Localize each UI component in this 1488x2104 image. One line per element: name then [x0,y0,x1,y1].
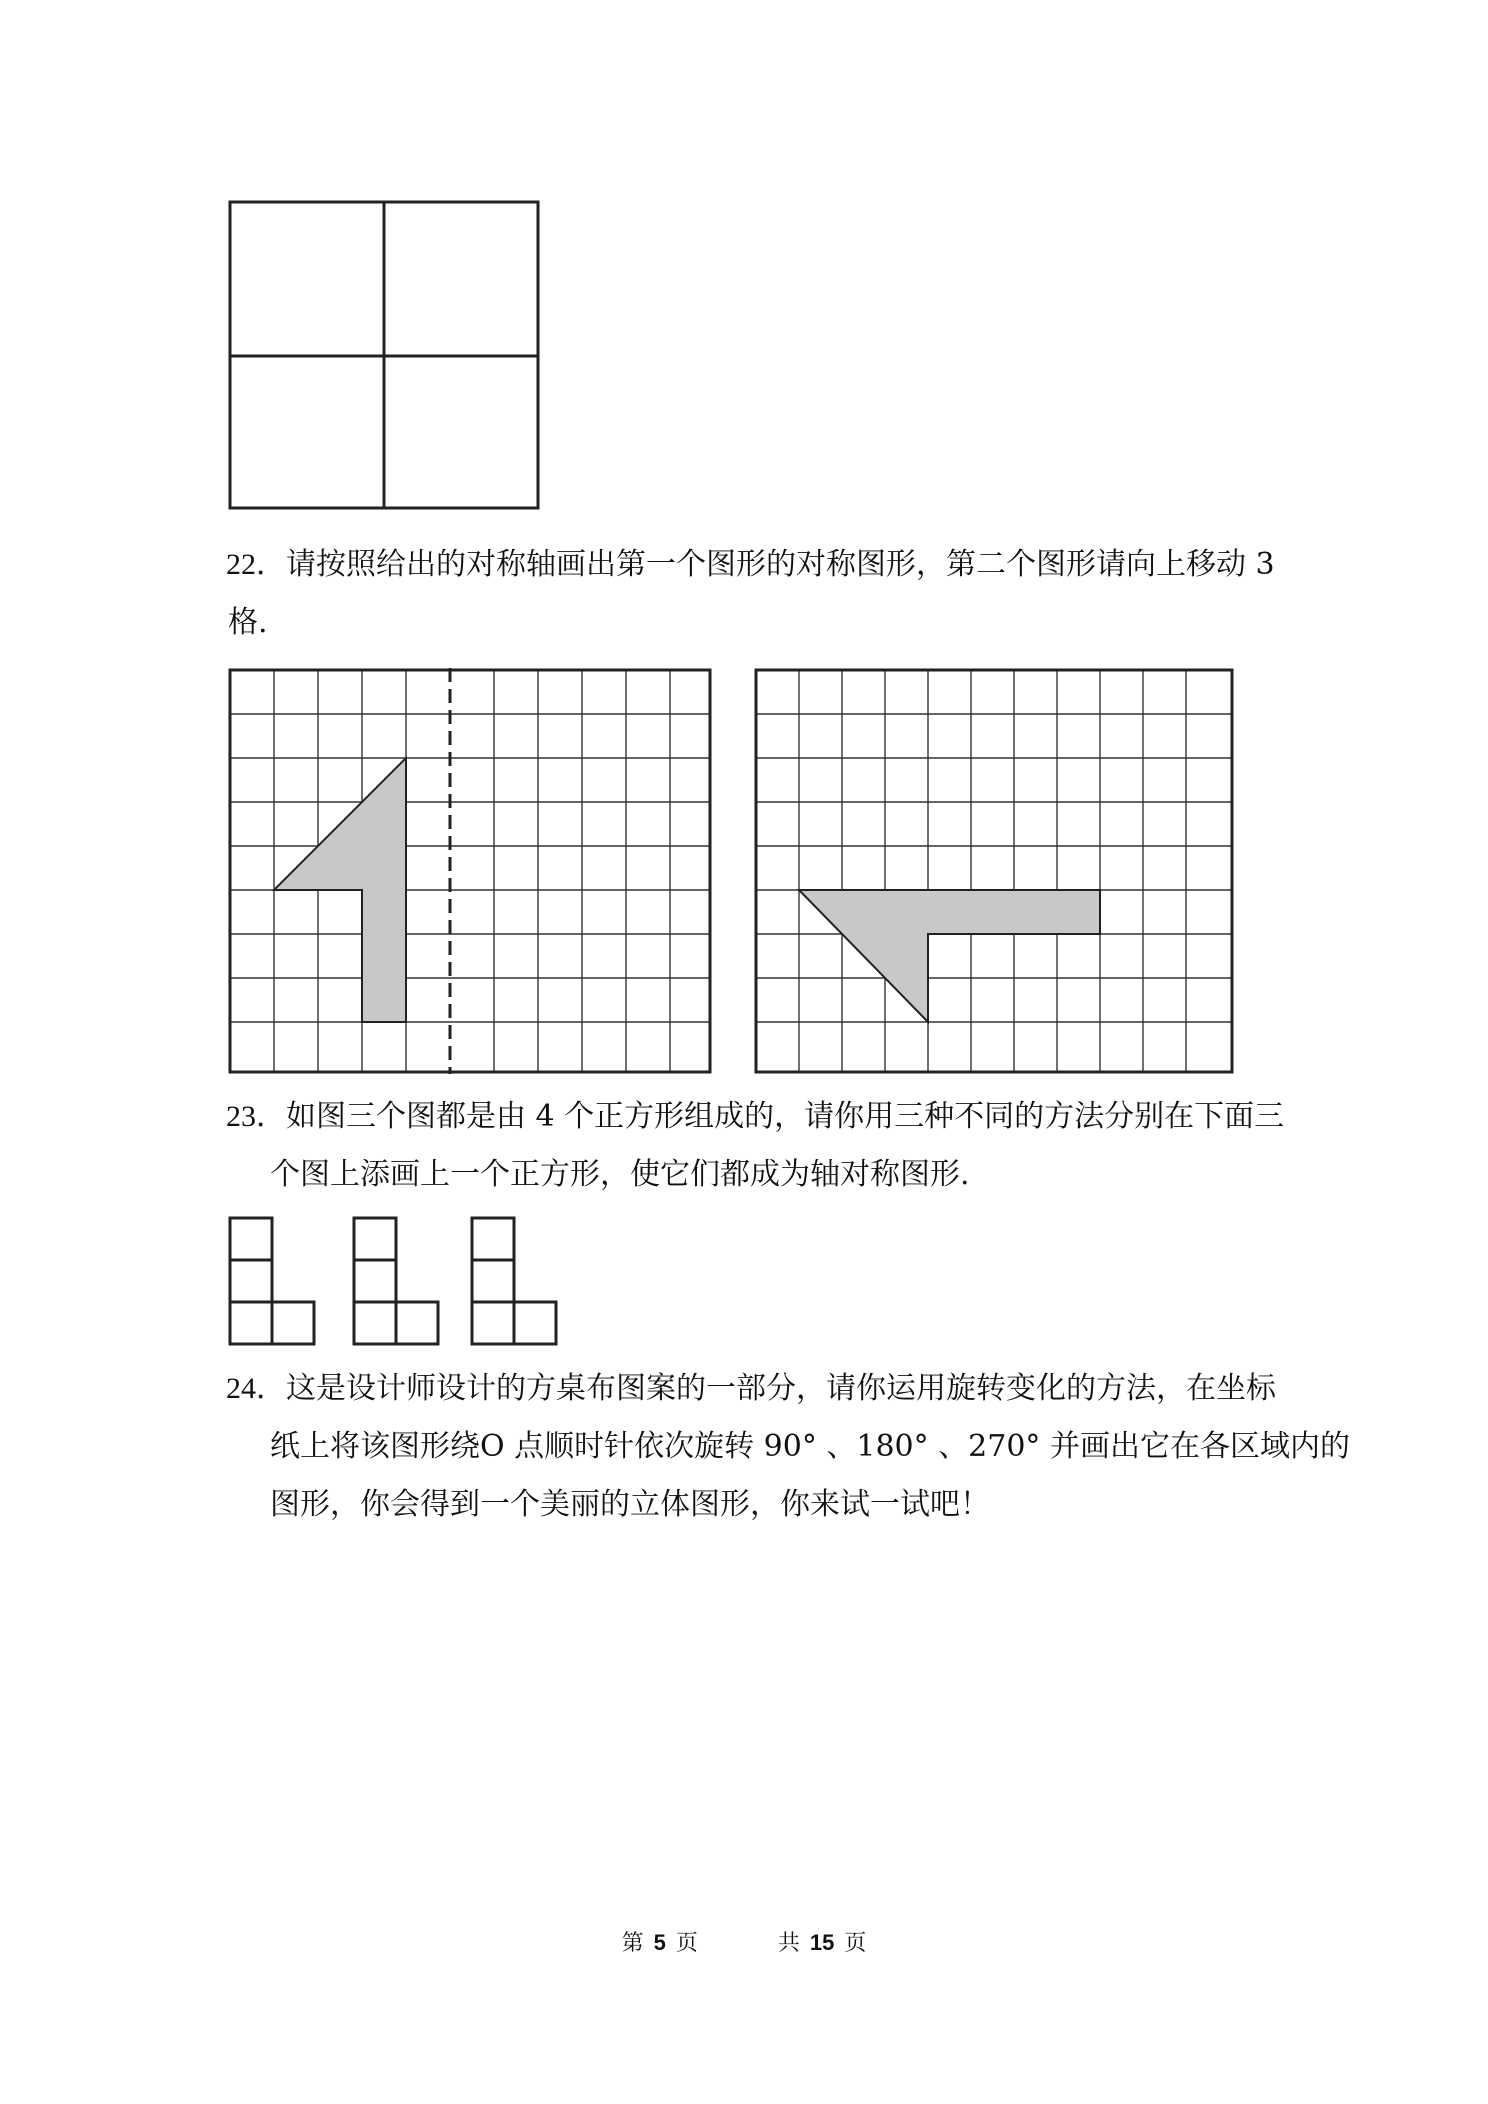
question-24-number: 24 [226,1372,256,1405]
footer-total-pre: 共 [777,1931,800,1956]
symmetry-shape [274,758,406,1022]
footer-page-post: 页 [675,1931,698,1956]
question-23-text [226,1088,1286,1146]
question-22-line2: 格. [228,605,268,640]
footer-total-number: 15 [809,1930,835,1955]
footer-page-pre: 第 [621,1931,644,1956]
question-23-line1: ．如图三个图都是由 4 个正方形组成的，请你用三种不同的方法分别在下面三 [256,1099,1285,1134]
translation-grid-figure [754,668,1234,1074]
question-23-line2: 个图上添画上一个正方形，使它们都成为轴对称图形. [270,1157,970,1192]
question-22-number: 22 [226,548,256,581]
question-24-line2: 纸上将该图形绕O 点顺时针依次旋转 90° 、180° 、270° 并画出它在各区域内的 [270,1429,1350,1464]
quad-square-figure [228,200,542,512]
l-shape-figure-1 [228,1216,318,1348]
footer-page-number: 5 [653,1930,666,1955]
l-shape-figure-3 [470,1216,560,1348]
question-23-number: 23 [226,1100,256,1133]
l-shape-figure-2 [352,1216,442,1348]
question-24-text [226,1360,1286,1418]
question-24-line1: ．这是设计师设计的方桌布图案的一部分，请你运用旋转变化的方法，在坐标 [256,1371,1276,1406]
translation-shape [799,890,1100,1022]
question-24-line3: 图形，你会得到一个美丽的立体图形，你来试一试吧！ [270,1487,990,1522]
question-22-line1: ．请按照给出的对称轴画出第一个图形的对称图形，第二个图形请向上移动 3 [256,547,1275,582]
question-22-text [226,536,1286,594]
page-footer [0,1926,1488,1957]
symmetry-grid-figure [228,668,712,1074]
footer-total-post: 页 [844,1931,867,1956]
